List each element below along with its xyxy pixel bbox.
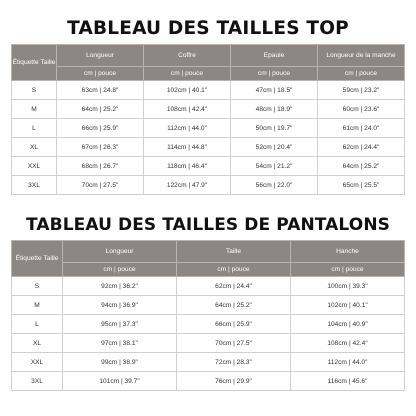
measurement-cell: 114cm | 44.8" <box>144 138 231 157</box>
measurement-cell: 61cm | 24.0" <box>318 119 405 138</box>
table-row <box>12 119 405 138</box>
pants-size-table <box>11 240 405 391</box>
measurement-cell: 72cm | 28.3" <box>177 353 291 372</box>
measurement-cell: 63cm | 24.8" <box>57 81 144 100</box>
measurement-cell: 70cm | 27.5" <box>177 334 291 353</box>
measurement-cell: 92cm | 36.2" <box>63 277 177 296</box>
measurement-cell: 50cm | 19.7" <box>231 119 318 138</box>
table-row <box>12 315 405 334</box>
unit-label: cm | pouce <box>318 67 405 81</box>
unit-label: cm | pouce <box>57 67 144 81</box>
measurement-cell: 60cm | 23.6" <box>318 100 405 119</box>
measurement-cell: 62cm | 24.4" <box>177 277 291 296</box>
table-row <box>12 138 405 157</box>
unit-label: cm | pouce <box>177 263 291 277</box>
table-row <box>12 176 405 195</box>
table-header-row <box>12 241 405 263</box>
unit-row <box>12 67 405 81</box>
measurement-cell: 62cm | 24.4" <box>318 138 405 157</box>
size-cell: XXL <box>12 353 63 372</box>
size-cell: 3XL <box>12 176 57 195</box>
unit-row <box>12 263 405 277</box>
top-size-table <box>11 44 405 195</box>
column-header: Longueur <box>63 241 177 263</box>
measurement-cell: 99cm | 38.9" <box>63 353 177 372</box>
measurement-cell: 116cm | 45.6" <box>291 372 405 391</box>
column-header: Longueur de la manche <box>318 45 405 67</box>
measurement-cell: 102cm | 40.1" <box>144 81 231 100</box>
size-cell: M <box>12 100 57 119</box>
measurement-cell: 67cm | 26.3" <box>57 138 144 157</box>
measurement-cell: 118cm | 46.4" <box>144 157 231 176</box>
measurement-cell: 102cm | 40.1" <box>291 296 405 315</box>
table-row <box>12 277 405 296</box>
measurement-cell: 65cm | 25.5" <box>318 176 405 195</box>
table-header-row <box>12 45 405 67</box>
size-label-header: Étiquette Taille <box>12 45 57 81</box>
top-size-chart-title: TABLEAU DES TAILLES TOP <box>67 18 349 39</box>
table-row <box>12 372 405 391</box>
unit-label: cm | pouce <box>63 263 177 277</box>
measurement-cell: 52cm | 20.4" <box>231 138 318 157</box>
measurement-cell: 94cm | 36.9" <box>63 296 177 315</box>
column-header: Coffre <box>144 45 231 67</box>
measurement-cell: 56cm | 22.0" <box>231 176 318 195</box>
measurement-cell: 70cm | 27.5" <box>57 176 144 195</box>
measurement-cell: 112cm | 44.0" <box>144 119 231 138</box>
size-cell: XXL <box>12 157 57 176</box>
size-cell: M <box>12 296 63 315</box>
measurement-cell: 108cm | 42.4" <box>291 334 405 353</box>
measurement-cell: 64cm | 25.2" <box>318 157 405 176</box>
table-row <box>12 157 405 176</box>
size-label-header: Étiquette Taille <box>12 241 63 277</box>
measurement-cell: 95cm | 37.3" <box>63 315 177 334</box>
table-row <box>12 296 405 315</box>
measurement-cell: 47cm | 18.5" <box>231 81 318 100</box>
column-header: Epaule <box>231 45 318 67</box>
unit-label: cm | pouce <box>231 67 318 81</box>
measurement-cell: 48cm | 18.9" <box>231 100 318 119</box>
measurement-cell: 108cm | 42.4" <box>144 100 231 119</box>
measurement-cell: 112cm | 44.0" <box>291 353 405 372</box>
measurement-cell: 101cm | 39.7" <box>63 372 177 391</box>
size-cell: XL <box>12 138 57 157</box>
unit-label: cm | pouce <box>291 263 405 277</box>
measurement-cell: 68cm | 26.7" <box>57 157 144 176</box>
measurement-cell: 100cm | 39.3" <box>291 277 405 296</box>
table-row <box>12 334 405 353</box>
measurement-cell: 54cm | 21.2" <box>231 157 318 176</box>
measurement-cell: 64cm | 25.2" <box>57 100 144 119</box>
column-header: Taille <box>177 241 291 263</box>
size-cell: L <box>12 315 63 334</box>
size-cell: XL <box>12 334 63 353</box>
table-row <box>12 81 405 100</box>
size-cell: S <box>12 81 57 100</box>
measurement-cell: 59cm | 23.2" <box>318 81 405 100</box>
column-header: Longueur <box>57 45 144 67</box>
table-row <box>12 100 405 119</box>
size-cell: 3XL <box>12 372 63 391</box>
measurement-cell: 66cm | 25.9" <box>57 119 144 138</box>
measurement-cell: 76cm | 29.9" <box>177 372 291 391</box>
measurement-cell: 64cm | 25.2" <box>177 296 291 315</box>
measurement-cell: 66cm | 25.9" <box>177 315 291 334</box>
measurement-cell: 122cm | 47.9" <box>144 176 231 195</box>
measurement-cell: 104cm | 40.9" <box>291 315 405 334</box>
column-header: Hanche <box>291 241 405 263</box>
pants-size-chart-title: TABLEAU DES TAILLES DE PANTALONS <box>26 215 390 235</box>
table-row <box>12 353 405 372</box>
measurement-cell: 97cm | 38.1" <box>63 334 177 353</box>
unit-label: cm | pouce <box>144 67 231 81</box>
size-cell: S <box>12 277 63 296</box>
size-cell: L <box>12 119 57 138</box>
